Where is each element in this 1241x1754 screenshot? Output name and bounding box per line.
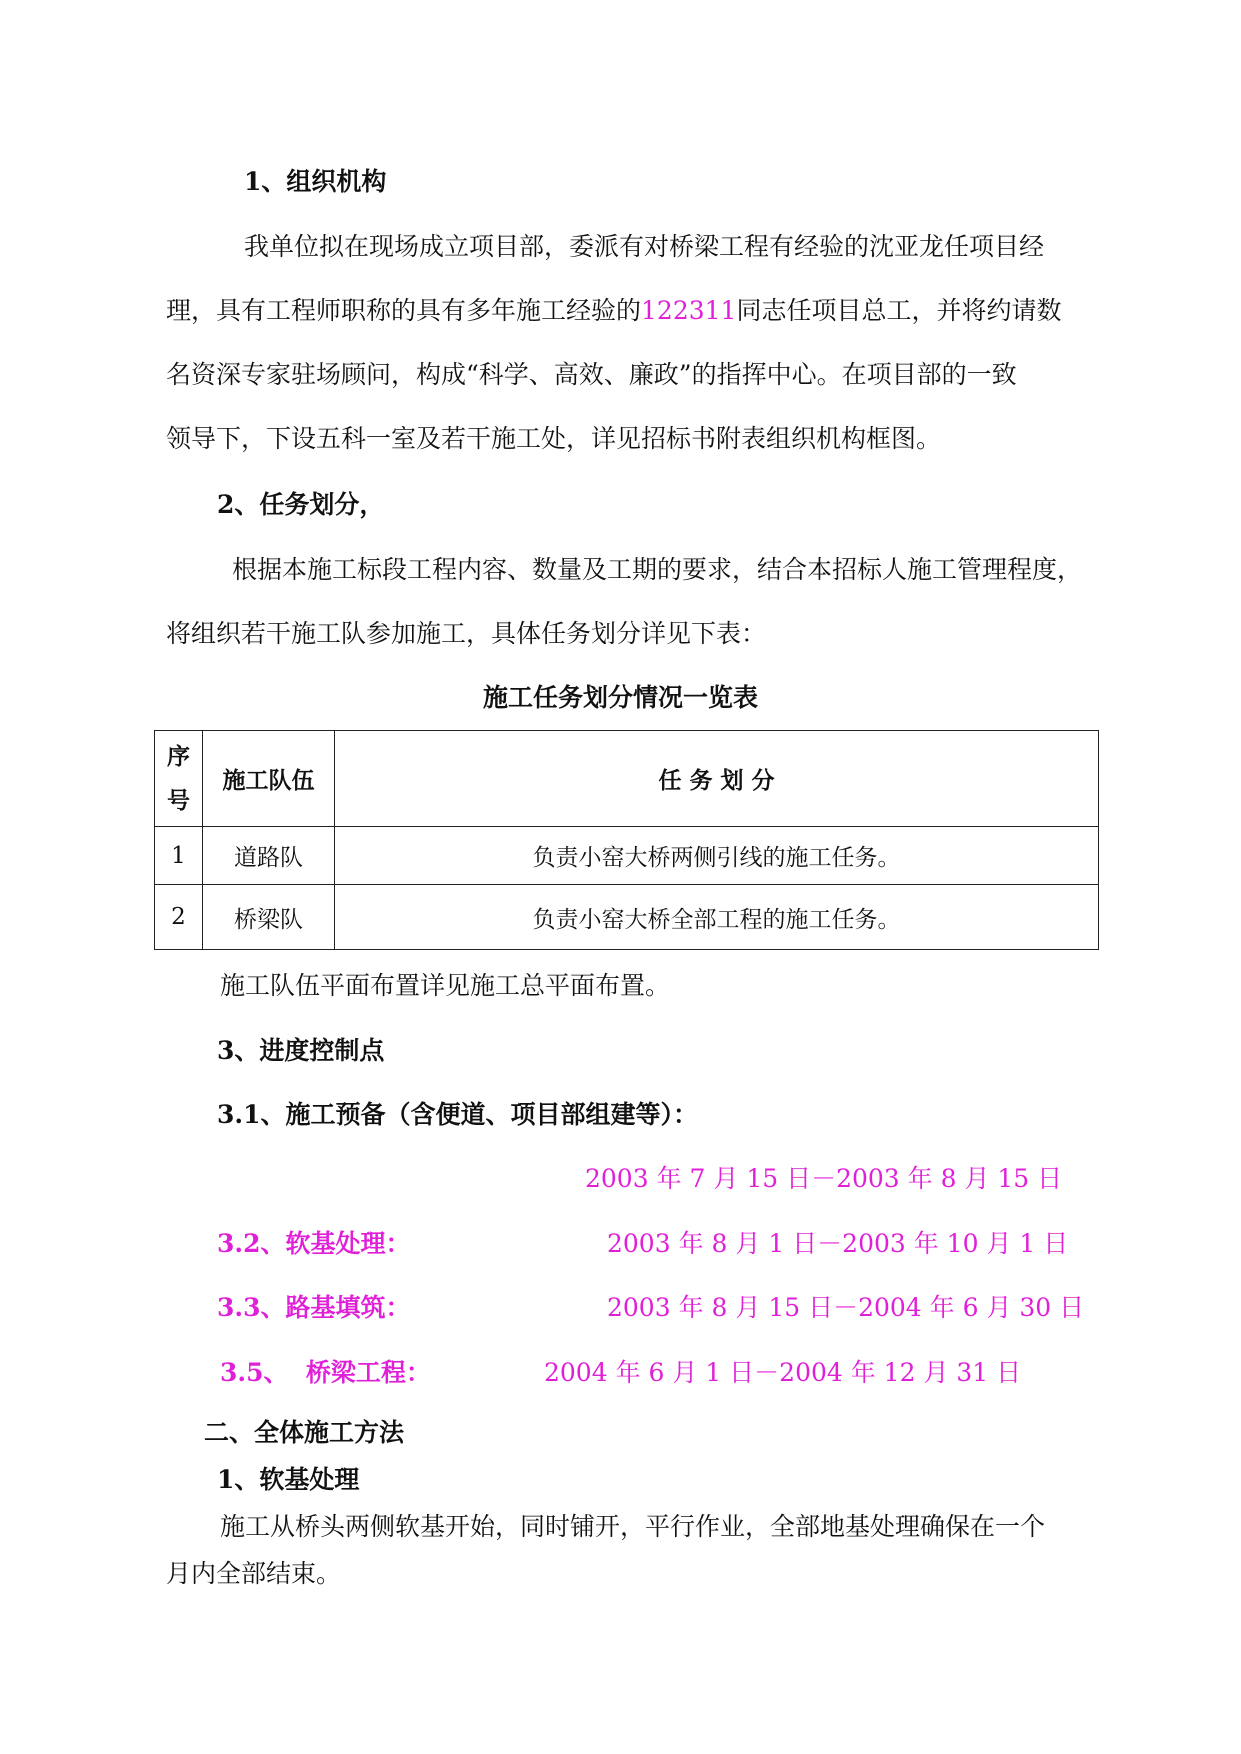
cell-no: 1 [155,827,203,885]
part-heading-construction-methods: 二、全体施工方法 [204,1418,405,1447]
cell-team: 桥梁队 [203,885,335,950]
paragraph-line: 将组织若干施工队参加施工，具体任务划分详见下表： [166,619,767,648]
cell-team: 道路队 [203,827,335,885]
paragraph-line: 我单位拟在现场成立项目部，委派有对桥梁工程有经验的沈亚龙任项目经 [244,232,1045,261]
subsection-heading-soft-foundation: 1、软基处理 [217,1465,360,1494]
cell-task: 负责小窑大桥全部工程的施工任务。 [335,885,1099,950]
table-row [155,827,1099,885]
paragraph-line: 施工从桥头两侧软基开始，同时铺开，平行作业，全部地基处理确保在一个 [220,1512,1046,1541]
header-no [155,731,203,827]
table-header-row [155,731,1099,827]
schedule-item-date: 2003 年 8 月 1 日－2003 年 10 月 1 日 [607,1229,1069,1258]
paragraph-line [166,293,1061,329]
schedule-item-label: 3.3、路基填筑： [217,1293,411,1322]
table-row [155,885,1099,950]
schedule-item-date: 2003 年 7 月 15 日－2003 年 8 月 15 日 [585,1164,1063,1193]
schedule-item-date: 2004 年 6 月 1 日－2004 年 12 月 31 日 [544,1358,1022,1387]
paragraph-text: 同志任项目总工，并将约请数 [736,296,1062,325]
section-heading-organization: 1、组织机构 [244,167,387,196]
paragraph-line: 名资深专家驻场顾问，构成“科学、高效、廉政”的指挥中心。在项目部的一致 [166,360,1017,389]
task-division-table [154,730,1099,950]
header-no-top: 序 [167,742,190,770]
schedule-item-label: 3.1、施工预备（含便道、项目部组建等）： [217,1100,698,1129]
cell-no: 2 [155,885,203,950]
schedule-item-label: 3.5、 桥梁工程： [220,1358,431,1387]
highlighted-number: 122311 [641,296,737,325]
paragraph-line: 根据本施工标段工程内容、数量及工期的要求，结合本招标人施工管理程度， [232,555,1083,584]
schedule-item-date: 2003 年 8 月 15 日－2004 年 6 月 30 日 [607,1293,1085,1322]
header-team: 施工队伍 [203,731,335,827]
header-task: 任 务 划 分 [335,731,1099,827]
section-heading-task-division: 2、任务划分， [217,490,385,519]
table-title: 施工任务划分情况一览表 [482,683,758,712]
cell-task: 负责小窑大桥两侧引线的施工任务。 [335,827,1099,885]
paragraph-line: 月内全部结束。 [166,1559,342,1588]
paragraph-text: 理，具有工程师职称的具有多年施工经验的 [166,296,642,325]
section-heading-schedule: 3、进度控制点 [217,1036,385,1065]
paragraph-line: 领导下，下设五科一室及若干施工处，详见招标书附表组织机构框图。 [166,424,942,453]
paragraph-line: 施工队伍平面布置详见施工总平面布置。 [220,971,671,1000]
schedule-item-label: 3.2、软基处理： [217,1229,411,1258]
header-no-bottom: 号 [167,786,190,814]
